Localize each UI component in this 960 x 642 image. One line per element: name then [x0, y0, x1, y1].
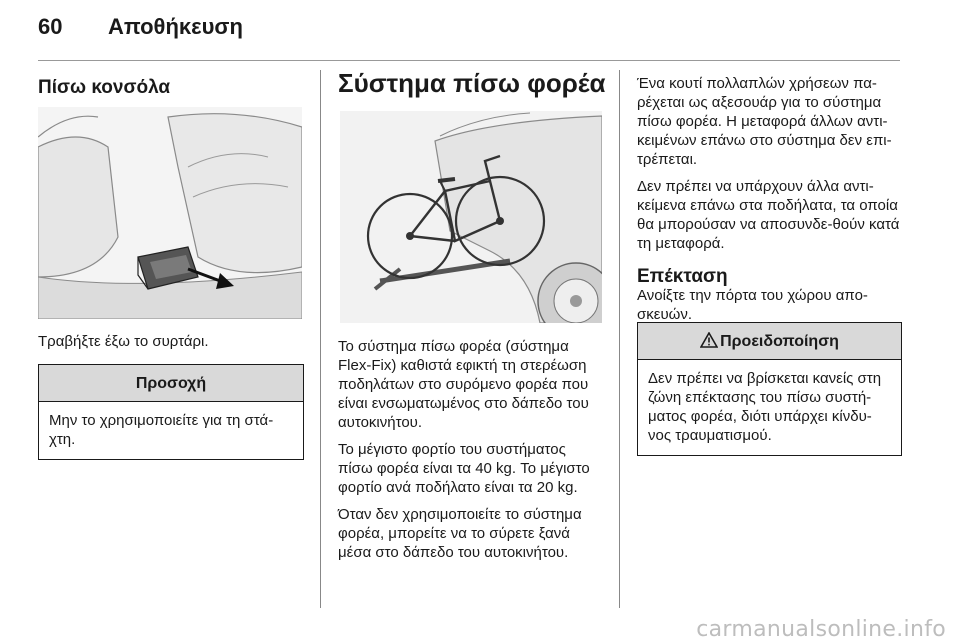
page-header — [38, 14, 243, 40]
bicycle-icon — [340, 111, 602, 323]
console-drawer-icon — [38, 107, 302, 319]
carrier-paragraph-1: Το σύστημα πίσω φορέα (σύστημα Flex-Fix) καθιστά εφικτή τη στερέωση ποδηλάτων στο συρόμενο φορέα που είναι ενσωματωμένος στο δάπεδο του αυτοκινήτου. — [338, 338, 589, 431]
carrier-paragraph-3: Όταν δεν χρησιμοποιείτε το σύστημα φορέα, μπορείτε να το σύρετε ξανά μέσα στο δάπεδο του αυτοκινήτου. — [338, 506, 582, 561]
column-divider-2 — [619, 70, 620, 608]
page-number: 60 — [38, 14, 63, 39]
watermark-text: carmanualsonline.info — [696, 617, 946, 642]
warning-title: Προειδοποίηση — [720, 333, 839, 350]
notice-box — [38, 364, 304, 460]
page-title: Αποθήκευση — [108, 14, 243, 39]
warning-body: Δεν πρέπει να βρίσκεται κανείς στη ζώνη επέκτασης του πίσω συστή-ματος φορέα, διότι υπάρχει κίνδυ-νος τραυματισμού. — [648, 370, 882, 444]
middle-column — [338, 68, 606, 98]
carrier-paragraph-5: Δεν πρέπει να υπάρχουν άλλα αντι-κείμενα επάνω στα ποδήλατα, τα οποία θα μπορούσαν να αποσυνδε-θούν κατά τη μεταφορά. — [637, 178, 900, 252]
rear-console-illustration — [38, 107, 302, 319]
section-heading-rear-carrier: Σύστημα πίσω φορέα — [338, 68, 606, 98]
bike-carrier-illustration — [340, 111, 602, 323]
left-caption-block — [38, 332, 304, 359]
section-heading-rear-console: Πίσω κονσόλα — [38, 77, 171, 98]
section-heading-extension: Επέκταση — [637, 266, 728, 287]
middle-text-block — [338, 337, 604, 570]
header-divider — [38, 60, 900, 61]
warning-box — [637, 322, 902, 456]
extension-paragraph: Ανοίξτε την πόρτα του χώρου απο-σκευών. — [637, 287, 868, 323]
warning-header — [638, 323, 901, 360]
carrier-paragraph-2: Το μέγιστο φορτίο του συστήματος πίσω φορέα είναι τα 40 kg. Το μέγιστο φορτίο ανά ποδήλατο είναι τα 20 kg. — [338, 441, 590, 496]
carrier-paragraph-4: Ένα κουτί πολλαπλών χρήσεων πα-ρέχεται ως αξεσουάρ για το σύστημα πίσω φορέα. Η μεταφορά άλλων αντι-κειμένων επάνω στο σύστημα δεν επι-τρέπεται. — [637, 75, 892, 168]
notice-title: Προσοχή — [39, 365, 303, 402]
notice-body: Μην το χρησιμοποιείτε για τη στά-χτη. — [49, 412, 274, 448]
column-divider-1 — [320, 70, 321, 608]
left-column — [38, 78, 304, 105]
warning-triangle-icon — [700, 332, 718, 348]
drawer-caption: Τραβήξτε έξω το συρτάρι. — [38, 333, 209, 350]
right-column — [637, 74, 903, 332]
